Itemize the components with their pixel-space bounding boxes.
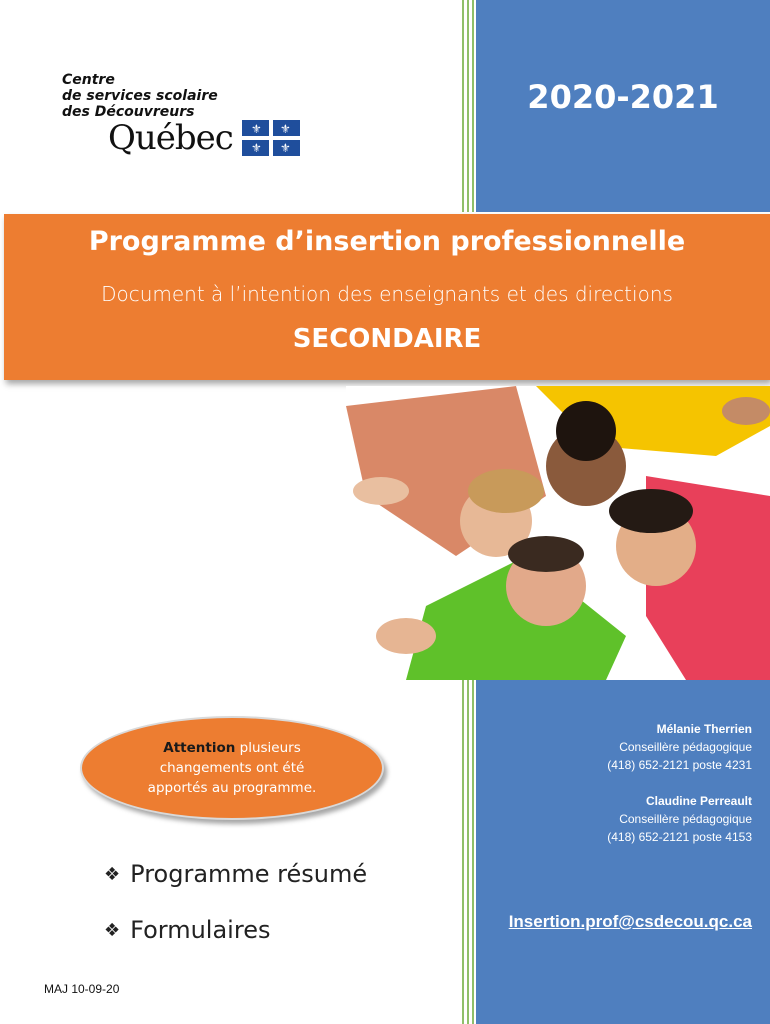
contact-name: Claudine Perreault bbox=[645, 794, 752, 808]
list-item-formulaires bbox=[104, 902, 367, 958]
contact-role: Conseillère pédagogique bbox=[619, 740, 752, 754]
logo-line-1: Centre bbox=[62, 72, 115, 88]
logo-line-2: de services scolaire bbox=[62, 88, 218, 104]
green-divider-lines-bottom bbox=[462, 680, 476, 1024]
attention-line-2: changements ont été bbox=[159, 760, 305, 776]
contact-block bbox=[476, 720, 752, 846]
contact-email-link[interactable]: Insertion.prof@csdecou.qc.ca bbox=[508, 912, 752, 931]
quebec-flag-icon: ⚜ ⚜ ⚜ ⚜ bbox=[242, 120, 300, 156]
diamond-bullet-icon: ❖ bbox=[104, 919, 121, 941]
students-photo bbox=[346, 386, 770, 680]
organization-logo bbox=[62, 72, 322, 162]
document-subtitle: Document à l’intention des enseignants et des directions bbox=[101, 282, 673, 306]
document-title: Programme d’insertion professionnelle bbox=[88, 226, 686, 257]
list-item-label: Formulaires bbox=[130, 916, 271, 944]
attention-line-1: plusieurs bbox=[235, 740, 301, 756]
contact-phone: (418) 652-2121 poste 4153 bbox=[607, 830, 752, 844]
contact-name: Mélanie Therrien bbox=[656, 722, 752, 736]
contents-list bbox=[104, 846, 367, 958]
update-date: MAJ 10-09-20 bbox=[44, 982, 120, 996]
attention-line-3: apportés au programme. bbox=[147, 780, 317, 796]
attention-callout bbox=[80, 716, 384, 820]
logo-line-3: des Découvreurs bbox=[62, 104, 195, 120]
school-level: SECONDAIRE bbox=[292, 324, 482, 354]
list-item-programme-resume bbox=[104, 846, 367, 902]
logo-quebec-wordmark: Québec bbox=[108, 118, 233, 158]
contact-phone: (418) 652-2121 poste 4231 bbox=[607, 758, 752, 772]
list-item-label: Programme résumé bbox=[130, 860, 368, 888]
school-year: 2020-2021 bbox=[527, 78, 719, 116]
green-divider-lines bbox=[462, 0, 476, 212]
diamond-bullet-icon: ❖ bbox=[104, 863, 121, 885]
title-banner bbox=[4, 214, 770, 380]
contact-role: Conseillère pédagogique bbox=[619, 812, 752, 826]
attention-label: Attention bbox=[163, 740, 236, 756]
